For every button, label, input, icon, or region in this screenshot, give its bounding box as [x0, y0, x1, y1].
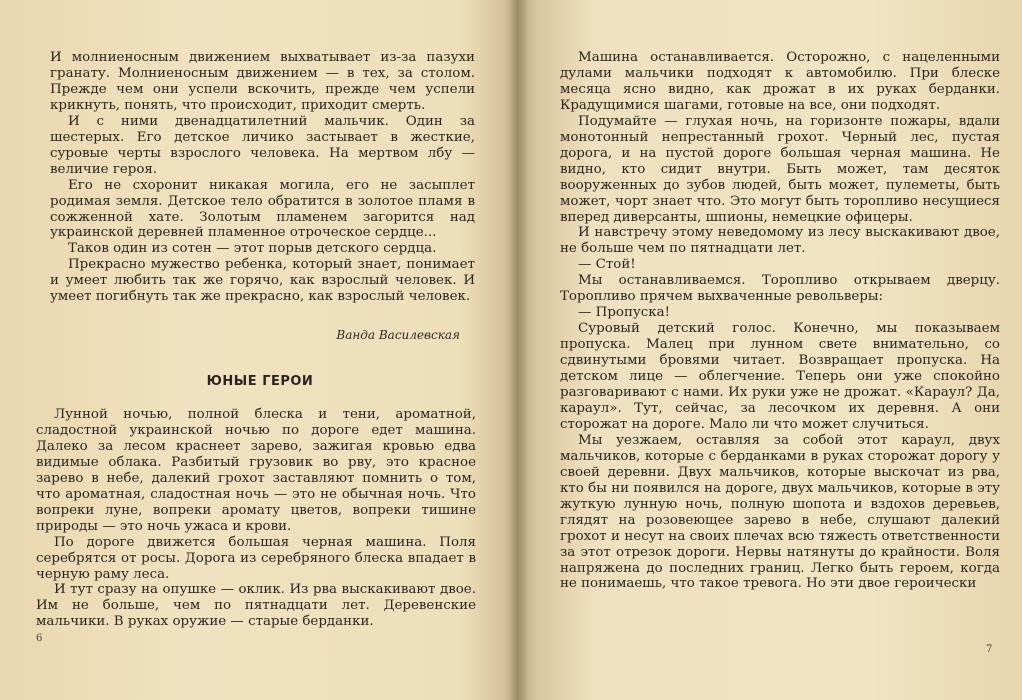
page-number-left: 6 — [36, 633, 43, 644]
paragraph: Мы останавливаемся. Торопливо открываем дверцу. Торопливо прячем выхваченные револьверы: — [560, 273, 1000, 305]
author-signature: Ванда Василевская — [336, 328, 460, 342]
right-page — [528, 0, 1022, 700]
paragraph: Суровый детский голос. Конечно, мы показываем пропуска. Малец при лунном свете внимательно, со сдвинутыми бровями читает. Возвращает пропуска. На детском лице — облегчение. Теперь они уже спокойно разговаривают с нами. Их руки уже не дрожат. «Караул? Да, караул». Тут, сейчас, за лесочком их деревня. А они сторожат на дороге. Мало ли что может случиться. — [560, 321, 1000, 432]
paragraph: Мы уезжаем, оставляя за собой этот караул, двух мальчиков, которые с берданками в руках сторожат дорогу у своей деревни. Двух мальчиков, которые выскочат из рва, кто бы ни появился на дороге, двух мальчиков, которые в эту жуткую лунную ночь, полную шопота и вздохов деревьев, глядят на розовеющее зарево в небе, слушают далекий грохот и несут на своих плечах всю тяжесть ответственности за этот отрезок дороги. Нервы натянуты до крайности. Воля напряжена до последних границ. Легко быть героем, когда не понимаешь, что такое тревога. Но эти двое героически — [560, 432, 1000, 592]
page-number-right: 7 — [986, 644, 993, 655]
paragraph: Лунной ночью, полной блеска и тени, ароматной, сладостной украинской ночью по дороге едет машина. Далеко за лесом краснеет зарево, зажигая кровью едва видимые облака. Разбитый грузовик во рву, это красное зарево в небе, далекий грохот заставляют помнить о том, что ароматная, сладостная ночь — это не обычная ночь. Что вопреки луне, вопреки аромату цветов, вопреки тишине природы — это ночь ужаса и крови. — [36, 407, 476, 534]
left-text-bottom — [36, 407, 476, 630]
left-page — [0, 0, 510, 700]
paragraph: И навстречу этому неведомому из лесу выскакивают двое, не больше чем по пятнадцати лет. — [560, 225, 1000, 257]
book-gutter — [508, 0, 528, 700]
paragraph: Прекрасно мужество ребенка, который знает, понимает и умеет любить так же горячо, как взрослый человек. И умеет погибнуть так же прекрасно, как взрослый человек. — [50, 257, 475, 305]
paragraph: По дороге движется большая черная машина. Поля серебрятся от росы. Дорога из серебряного блеска впадает в черную раму леса. — [36, 534, 476, 582]
chapter-heading: ЮНЫЕ ГЕРОИ — [206, 374, 314, 389]
paragraph: Его не схоронит никакая могила, его не засыплет родимая земля. Детское тело обратится в золотое пламя в сожженной хате. Золотым пламенем загорится над украинской деревней пламенное отроческое сердце... — [50, 177, 475, 241]
paragraph: Таков один из сотен — этот порыв детского сердца. — [68, 241, 437, 257]
paragraph: И тут сразу на опушке — оклик. Из рва выскакивают двое. Им не больше, чем по пятнадцати лет. Деревенские мальчики. В руках оружие — старые берданки. — [36, 582, 476, 630]
right-text — [560, 50, 1000, 592]
paragraph: И молниеносным движением выхватывает из-за пазухи гранату. Молниеносным движением — в тех, за столом. Прежде чем они успели вскочить, прежде чем успели крикнуть, понять, что происходит, приходит смерть. — [50, 50, 475, 113]
paragraph: Машина останавливается. Осторожно, с нацеленными дулами мальчики подходят к автомобилю. При блеске месяца ясно видно, как дрожат в их руках берданки. Крадущимися шагами, готовые на все, они подходят. — [560, 50, 1000, 113]
left-text-top — [50, 50, 475, 305]
paragraph: Подумайте — глухая ночь, на горизонте пожары, вдали монотонный непрестанный грохот. Черный лес, пустая дорога, и на пустой дороге большая черная машина. Не видно, кто сидит внутри. Быть может, там десяток вооруженных до зубов людей, быть может, пулеметы, быть может, чорт знает что. Это могут быть торопливо несущиеся вперед диверсанты, шпионы, немецкие офицеры. — [560, 113, 1000, 225]
paragraph: И с ними двенадцатилетний мальчик. Один за шестерых. Его детское личико застывает в жесткие, суровые черты взрослого человека. На мертвом лбу — величие героя. — [50, 113, 475, 177]
paragraph: — Стой! — [578, 257, 636, 273]
paragraph: — Пропуска! — [578, 305, 670, 321]
